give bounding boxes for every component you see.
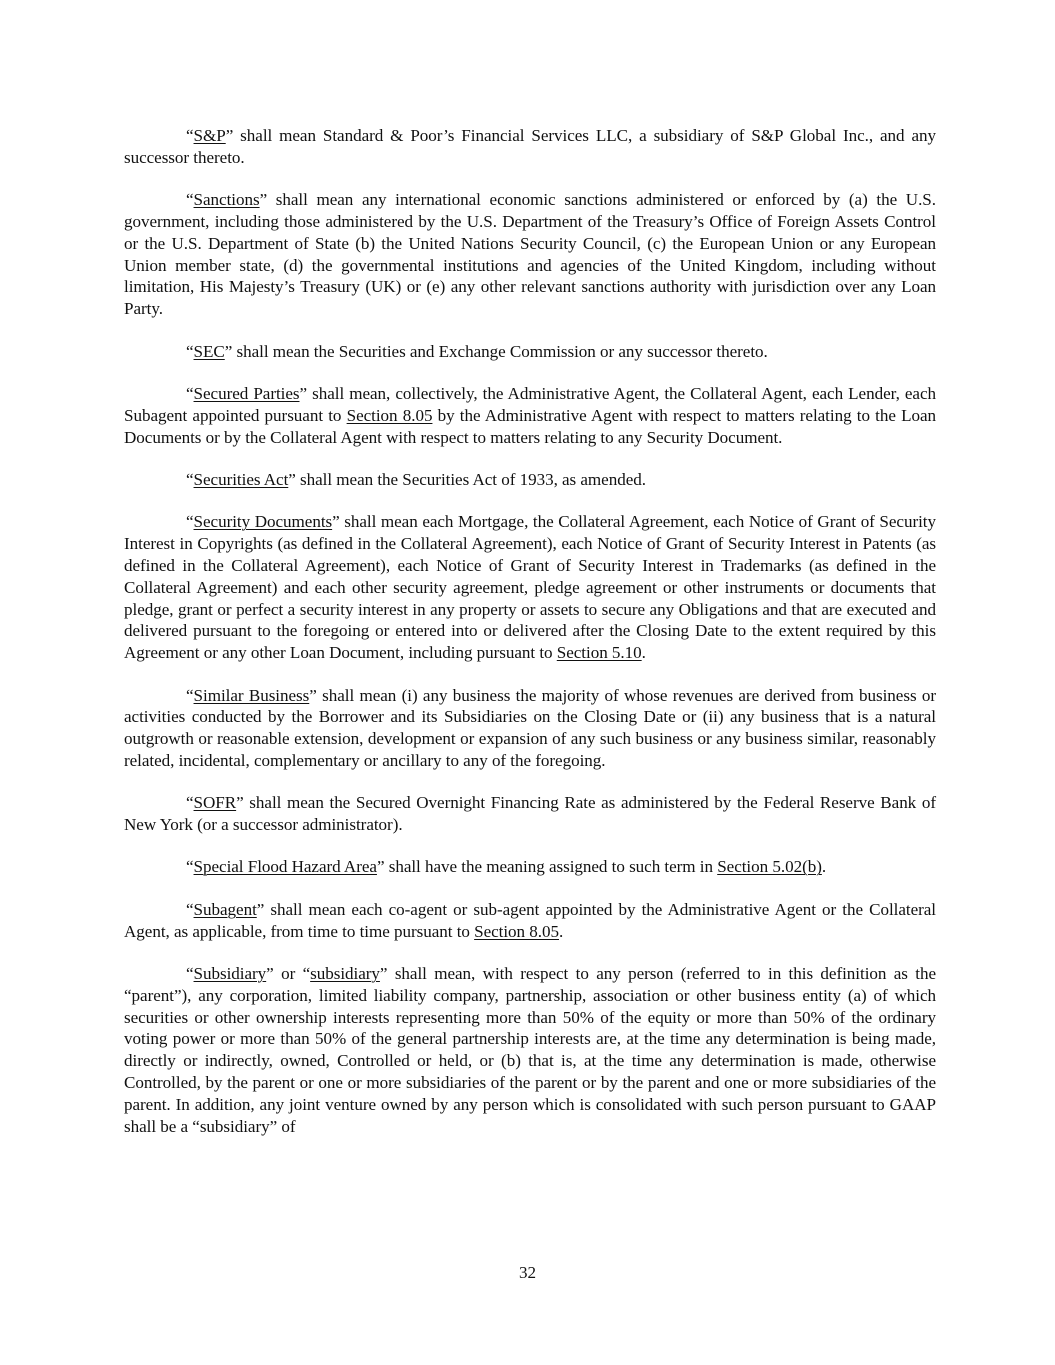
- defined-term-subsidiary-lowercase: subsidiary: [310, 964, 380, 984]
- section-reference: Section 8.05: [346, 405, 433, 425]
- section-reference: Section 8.05: [474, 921, 559, 941]
- document-body: [124, 125, 936, 1158]
- definition-sp: [124, 125, 936, 169]
- section-reference: Section 5.02(b): [717, 857, 822, 877]
- definition-text: ” shall mean each co-agent or sub-agent appointed by the Administrative Agent or the Collateral Agent, as applicable, from time to time pursuant to: [124, 899, 936, 941]
- definition-text: ” shall mean the Secured Overnight Financing Rate as administered by the Federal Reserve Bank of New York (or a successor administrator).: [124, 793, 936, 835]
- definition-security-documents: [124, 511, 936, 664]
- definition-text: ” shall mean any international economic sanctions administered or enforced by (a) the U.S. government, including those administered by the U.S. Department of the Treasury’s Office of Foreign Assets Control or the U.S. Department of State (b) the United Nations Security Council, (c) the European Union or any European Union member state, (d) the governmental institutions and agencies of the United Kingdom, including without limitation, His Majesty’s Treasury (UK) or (e) any other relevant sanctions authority with jurisdiction over any Loan Party.: [124, 190, 936, 319]
- definition-subsidiary: [124, 963, 936, 1137]
- definition-text: ” shall mean (i) any business the majority of whose revenues are derived from business or activities conducted by the Borrower and its Subsidiaries on the Closing Date or (ii) any business that is a natural outgrowth or reasonable extension, development or expansion of any such business or any business similar, reasonably related, incidental, complementary or ancillary to any of the foregoing.: [124, 685, 937, 770]
- open-quote: “: [186, 469, 194, 489]
- defined-term-special-flood-hazard-area: Special Flood Hazard Area: [193, 857, 377, 877]
- defined-term-security-documents: Security Documents: [193, 512, 333, 532]
- open-quote: “: [186, 341, 194, 361]
- definition-text: ” shall mean each Mortgage, the Collateral Agreement, each Notice of Grant of Security Interest in Copyrights (as defined in the Collateral Agreement), each Notice of Grant of Security Interest in Patents (as defined in the Collateral Agreement), each Notice of Grant of Security Interest in Trademarks (as defined in the Collateral Agreement) and each other security agreement, pledge agreement or other instruments or documents that pledge, grant or perfect a security interest in any property or assets to secure any Obligations and that are executed and delivered pursuant to the foregoing or entered into or delivered after the Closing Date to the extent required by this Agreement or any other Loan Document, including pursuant to: [124, 512, 936, 663]
- definition-text: by the Administrative Agent with respect to matters relating to the Loan Documents or by the Collateral Agent with respect to matters relating to any Security Document.: [124, 405, 936, 447]
- term-separator: ” or “: [266, 964, 311, 984]
- definition-text: ” shall mean the Securities and Exchange Commission or any successor thereto.: [224, 341, 768, 361]
- definition-special-flood-hazard-area: [124, 856, 936, 878]
- definition-sanctions: [124, 189, 936, 320]
- defined-term-sp: S&P: [193, 126, 226, 145]
- section-reference: Section 5.10: [556, 643, 642, 663]
- definition-text: ” shall have the meaning assigned to such term in: [376, 857, 718, 877]
- defined-term-sec: SEC: [193, 341, 225, 361]
- definition-securities-act: [124, 469, 936, 491]
- definition-text: ” shall mean, with respect to any person (referred to in this definition as the “parent”), any corporation, limited liability company, partnership, association or other business entity (a) of which securities or other ownership interests representing more than 50% of the equity or more than 50% of the ordinary voting power or more than 50% of the general partnership interests are, at the time any determination is being made, directly or indirectly, owned, Controlled or held, or (b) that is, at the time any determination is made, otherwise Controlled, by the parent or one or more subsidiaries of the parent or by the parent and one or more subsidiaries of the parent. In addition, any joint venture owned by any person which is consolidated with such person pursuant to GAAP shall be a “subsidiary” of: [124, 964, 936, 1136]
- defined-term-subagent: Subagent: [193, 899, 257, 919]
- definition-sec: [124, 341, 936, 363]
- open-quote: “: [186, 793, 194, 813]
- open-quote: “: [186, 190, 194, 210]
- definition-text: ” shall mean Standard & Poor’s Financial Services LLC, a subsidiary of S&P Global Inc., and any successor thereto.: [124, 126, 936, 167]
- definition-text: .: [559, 921, 564, 941]
- definition-text: ” shall mean the Securities Act of 1933, as amended.: [288, 469, 646, 489]
- definition-sofr: [124, 792, 936, 836]
- open-quote: “: [186, 383, 194, 403]
- definition-secured-parties: [124, 383, 936, 448]
- defined-term-securities-act: Securities Act: [193, 469, 289, 489]
- definition-similar-business: [124, 685, 936, 772]
- definition-text: ” shall mean, collectively, the Administrative Agent, the Collateral Agent, each Lender, each Subagent appointed pursuant to: [124, 383, 936, 425]
- open-quote: “: [186, 126, 194, 145]
- open-quote: “: [186, 857, 194, 877]
- defined-term-secured-parties: Secured Parties: [193, 383, 300, 403]
- open-quote: “: [186, 899, 194, 919]
- open-quote: “: [186, 512, 194, 532]
- defined-term-sofr: SOFR: [193, 793, 237, 813]
- definition-text: .: [821, 857, 827, 877]
- open-quote: “: [186, 964, 194, 984]
- definition-subagent: [124, 899, 936, 943]
- definition-text: .: [641, 643, 646, 663]
- defined-term-similar-business: Similar Business: [193, 685, 310, 705]
- page-number: 32: [518, 1263, 537, 1282]
- defined-term-sanctions: Sanctions: [193, 190, 260, 210]
- open-quote: “: [186, 685, 194, 705]
- defined-term-subsidiary: Subsidiary: [193, 964, 267, 984]
